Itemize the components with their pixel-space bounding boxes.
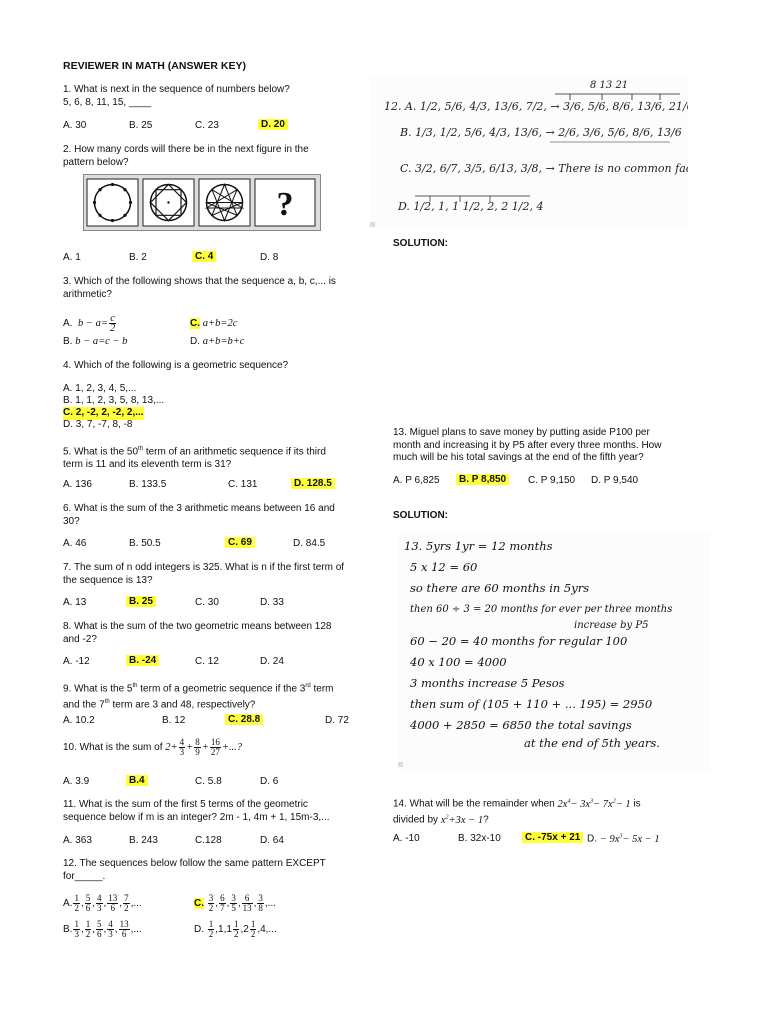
q5-choice-b: B. 133.5: [129, 479, 167, 490]
solution-label-2: SOLUTION:: [393, 510, 448, 521]
q4-choice-d: D. 3, 7, -7, 8, -8: [63, 419, 133, 430]
q7-choice-b-answer: B. 25: [126, 596, 156, 607]
q6-choice-b: B. 50.5: [129, 538, 161, 549]
q11-choice-c: C.128: [195, 835, 222, 846]
q7-text: 7. The sum of n odd integers is 325. What is n if the first term of the sequence is 13?: [63, 562, 345, 586]
q3-choice-d: D. a+b=b+c: [190, 336, 245, 347]
q14-choice-c-answer: C. -75x + 21: [522, 832, 583, 843]
q4-choice-c-answer: C. 2, -2, 2, -2, 2,...: [63, 407, 144, 418]
handwritten-solution-13-lines: 13. 5yrs 1yr = 12 months 5 x 12 = 60 so there are 60 months in 5yrs then 60 ÷ 3 = 20 months for ever per three months increase by P5 60 − 20 = 40 months for regular 100 40 x 100 = 4000 3 months increase 5 Pesos then sum of (105 + 110 + ... 195) = 2950 4000 + 2850 = 6850 the total savings at the end of 5th years.: [404, 539, 673, 750]
q7-choice-d: D. 33: [260, 597, 284, 608]
q11-text: 11. What is the sum of the first 5 terms of the geometric sequence below if m is an integer? 2m - 1, 4m + 1, 15m-3,...: [63, 799, 330, 823]
q8-choice-c: C. 12: [195, 656, 219, 667]
handwritten-solution-12: [370, 78, 688, 228]
q4-choice-a: A. 1, 2, 3, 4, 5,...: [63, 383, 137, 394]
q1-choice-b: B. 25: [129, 120, 153, 131]
q12-choice-c-answer: C. $\frac{3}{2}$ , $\frac{6}{7}$ , $\frac{3}{5}$ , $\frac{6}{13}$ , $\frac{3}{8}$ ,...: [194, 893, 277, 913]
q8-choice-d: D. 24: [260, 656, 284, 667]
q5-choice-d-answer: D. 128.5: [291, 478, 335, 489]
q6-text: 6. What is the sum of the 3 arithmetic means between 16 and 30?: [63, 503, 335, 527]
q8-choice-b-answer: B. -24: [126, 655, 159, 666]
page-title: REVIEWER IN MATH (ANSWER KEY): [63, 60, 246, 72]
q11-choice-a: A. 363: [63, 835, 92, 846]
q5-choice-c: C. 131: [228, 479, 258, 490]
q1-text: 1. What is next in the sequence of numbers below? 5, 6, 8, 11, 15, ____: [63, 84, 290, 108]
solution-label-1: SOLUTION:: [393, 238, 448, 249]
q2-choice-a: A. 1: [63, 252, 81, 263]
q3-choice-c-answer: C. a+b=2c: [190, 318, 238, 329]
svg-text:12. A. 1/2, 5/6, 4/3, 13/6, 7/: 12. A. 1/2, 5/6, 4/3, 13/6, 7/2, → 3/6, 5/6, 8/6, 13/6, 21/6: [384, 100, 688, 113]
q13-choice-d: D. P 9,540: [591, 475, 639, 486]
q13-choice-a: A. P 6,825: [393, 475, 440, 486]
svg-text:8 13 21: 8 13 21: [590, 80, 629, 91]
q9-choice-d: D. 72: [325, 715, 349, 726]
q7-choice-a: A. 13: [63, 597, 87, 608]
q10-choice-d: D. 6: [260, 776, 279, 787]
q2-pattern-figure: [83, 174, 321, 231]
q9-choice-c-answer: C. 28.8: [225, 714, 263, 725]
svg-text:B. 1/3, 1/2, 5/6, 4/3, 13/6, →: B. 1/3, 1/2, 5/6, 4/3, 13/6, → 2/6, 3/6, 5/6, 8/6, 13/6: [400, 126, 682, 139]
q1-choice-c: C. 23: [195, 120, 219, 131]
q4-choice-b: B. 1, 1, 2, 3, 5, 8, 13,...: [63, 395, 165, 406]
q9-choice-a: A. 10.2: [63, 715, 95, 726]
chord-pattern-image: [84, 175, 320, 230]
q12-text: 12. The sequences below follow the same pattern EXCEPT for_____.: [63, 858, 326, 882]
q2-choice-c-answer: C. 4: [192, 251, 216, 262]
q7-choice-c: C. 30: [195, 597, 219, 608]
q12-choice-b: B. $\frac{1}{3}$ , $\frac{1}{2}$ , $\frac{5}{6}$ , $\frac{4}{3}$ , $\frac{13}{6}$ ,...: [63, 919, 142, 939]
q14-text: 14. What will be the remainder when $2x^4- 3x^3- 7x^2- 1$ is divided by $x^2+3x - 1$?: [393, 798, 641, 826]
q12-choice-a: A. $\frac{1}{2}$ , $\frac{5}{6}$ , $\frac{4}{3}$ , $\frac{13}{6}$ , $\frac{7}{2}$ ,...: [63, 893, 142, 913]
handwritten-solution-12-image: [370, 78, 688, 228]
q1-choice-d-answer: D. 20: [258, 119, 288, 130]
q4-text: 4. Which of the following is a geometric sequence?: [63, 360, 289, 371]
q2-text: 2. How many cords will there be in the next figure in the pattern below?: [63, 144, 309, 168]
q13-choice-c: C. P 9,150: [528, 475, 576, 486]
q10-choice-a: A. 3.9: [63, 776, 90, 787]
q3-choice-a: A. b − a= $\frac{c}{2}$: [63, 313, 116, 334]
q5-text: 5. What is the 50th term of an arithmetic sequence if its third term is 11 and its eleventh term is 31?: [63, 446, 326, 470]
handwritten-solution-13: [398, 532, 710, 770]
q2-choice-b: B. 2: [129, 252, 147, 263]
q8-text: 8. What is the sum of the two geometric means between 128 and -2?: [63, 621, 332, 645]
q6-choice-d: D. 84.5: [293, 538, 326, 549]
q6-choice-c-answer: C. 69: [225, 537, 255, 548]
q14-choice-a: A. -10: [393, 833, 420, 844]
q14-choice-d: D. − $9x^3- 5x - 1$: [587, 833, 660, 845]
q10-text: 10. What is the sum of 2+ $\frac{4}{3}$ + $\frac{8}{9}$ + $\frac{16}{27}$ +...?: [63, 737, 243, 757]
q8-choice-a: A. -12: [63, 656, 90, 667]
q2-choice-d: D. 8: [260, 252, 279, 263]
q10-choice-c: C. 5.8: [195, 776, 222, 787]
q14-choice-b: B. 32x-10: [458, 833, 501, 844]
svg-text:C. 3/2, 6/7, 3/5, 6/13, 3/8, →: C. 3/2, 6/7, 3/5, 6/13, 3/8, → There is no common factor: [400, 162, 688, 175]
question-mark: ?: [276, 186, 294, 223]
q9-text: 9. What is the 5th term of a geometric sequence if the 3rd term and the 7th term are 3 and 48, respectively?: [63, 683, 334, 711]
q3-choice-b: B. b − a=c − b: [63, 336, 128, 347]
q10-choice-b-answer: B.4: [126, 775, 148, 786]
svg-text:D. 1/2, 1, 1 1/2, 2, 2 1/2, 4: D. 1/2, 1, 1 1/2, 2, 2 1/2, 4: [398, 200, 544, 213]
q12-choice-d: D. $\frac{1}{2}$ ,1,1 $\frac{1}{2}$ ,2 $\frac{1}{2}$ ,4,...: [194, 919, 277, 939]
q6-choice-a: A. 46: [63, 538, 87, 549]
q5-choice-a: A. 136: [63, 479, 92, 490]
q9-choice-b: B. 12: [162, 715, 186, 726]
q1-choice-a: A. 30: [63, 120, 87, 131]
q13-choice-b-answer: B. P 8,850: [456, 474, 509, 485]
q11-choice-b: B. 243: [129, 835, 158, 846]
q13-text: 13. Miguel plans to save money by putting aside P100 per month and increasing it by P5 after every three months. How much will be his total savings at the end of the fifth year?: [393, 427, 662, 463]
q3-text: 3. Which of the following shows that the sequence a, b, c,... is arithmetic?: [63, 276, 336, 300]
q11-choice-d: D. 64: [260, 835, 284, 846]
